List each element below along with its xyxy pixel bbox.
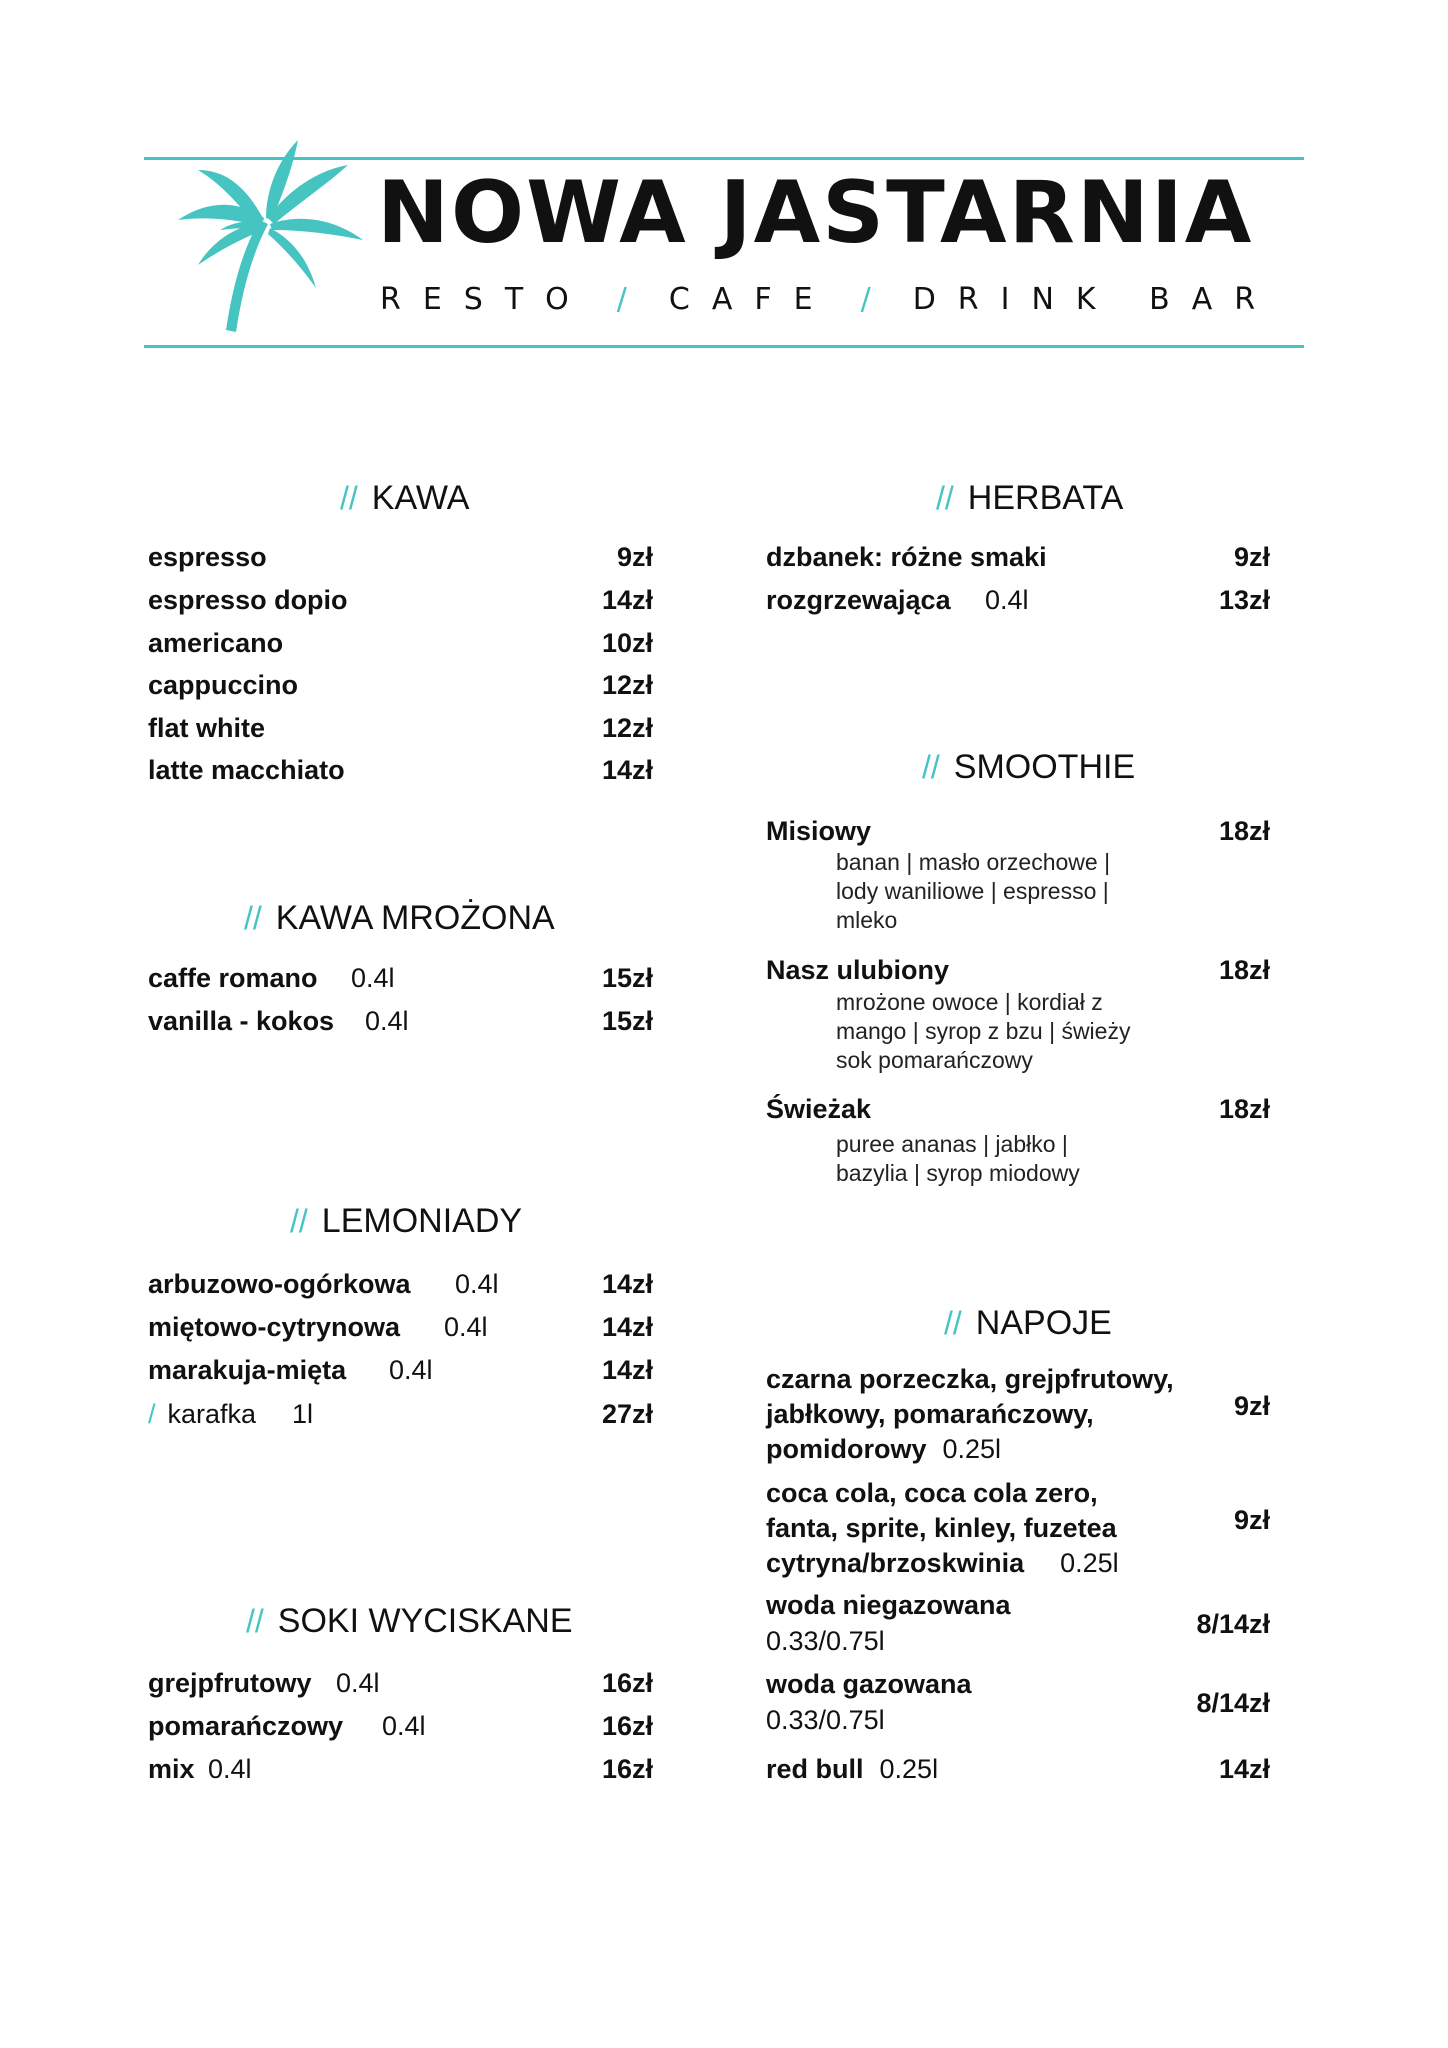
menu-item-volume: 1l [292,1399,314,1429]
menu-item-volume: 0.4l [389,1355,433,1385]
menu-item-name: americano [148,628,284,658]
section-mark: // [246,1603,264,1639]
menu-item-price: 18zł [1218,816,1270,846]
menu-item-name: cappuccino [148,670,299,700]
menu-item-name: rozgrzewająca [766,585,951,615]
drink-name-line: pomidorowy 0.25l [766,1434,1002,1464]
menu-item-name: miętowo-cytrynowa [148,1312,401,1342]
menu-item-description: banan | masło orzechowe | [836,849,1111,875]
tagline-separator: / [860,282,871,317]
tagline-separator: / [616,282,627,317]
menu-item-price: 12zł [601,670,653,700]
menu-item-name: flat white [148,713,266,743]
menu-item-volume: 0.4l [444,1312,488,1342]
menu-item-volume: 0.4l [382,1711,426,1741]
menu-item-price: 9zł [1233,542,1270,572]
drink-name-line: cytryna/brzoskwinia 0.25l [766,1548,1119,1578]
drink-name-line: woda gazowana [766,1669,972,1699]
drink-name-line: fanta, sprite, kinley, fuzetea [766,1513,1117,1543]
menu-item-volume: 0.33/0.75l [766,1705,885,1735]
brand-title: NOWA JASTARNIA [377,163,1254,263]
menu-item-volume: 0.25l [942,1434,1002,1464]
menu-item-price: 12zł [601,713,653,743]
menu-item-price: 9zł [1233,1505,1270,1535]
menu-item-description: puree ananas | jabłko | [836,1131,1068,1157]
menu-item-name: grejpfrutowy [148,1668,312,1698]
section-mark: // [244,900,262,936]
menu-item-name: vanilla - kokos [148,1006,335,1036]
menu-item-name: Nasz ulubiony [766,955,950,985]
menu-item-description: bazylia | syrop miodowy [836,1160,1080,1186]
menu-item-description: lody waniliowe | espresso | [836,878,1109,904]
tagline-cafe: CAFE [668,282,835,317]
section-mark: // [922,749,940,785]
section-title-kawa: // KAWA [340,479,470,517]
menu-item-price: 15zł [601,1006,653,1036]
menu-item-price: 9zł [616,542,653,572]
drink-name-line: red bull 0.25l [766,1754,939,1784]
section-title-herbata: // HERBATA [936,479,1124,517]
section-title-napoje: // NAPOJE [944,1304,1112,1342]
menu-item-description: sok pomarańczowy [836,1047,1033,1073]
menu-item-price: 18zł [1218,955,1270,985]
menu-item-price: 15zł [601,963,653,993]
menu-item-price: 8/14zł [1196,1688,1270,1718]
menu-item-volume: 0.4l [208,1754,252,1784]
section-mark: // [936,480,954,516]
menu-item-volume: 0.4l [336,1668,380,1698]
menu-item-price: 14zł [601,755,653,785]
brand-tagline [380,282,1280,317]
menu-item-price: 10zł [601,628,653,658]
menu-item-volume: 0.25l [1060,1548,1119,1578]
menu-item-name: espresso [148,542,267,572]
menu-item-price: 14zł [1218,1754,1270,1784]
menu-item-name: / karafka [148,1399,257,1429]
menu-item-price: 16zł [601,1754,653,1784]
palm-tree-icon [168,130,368,335]
menu-item-price: 13zł [1218,585,1270,615]
drink-name-line: woda niegazowana [766,1590,1011,1620]
section-title-lemoniady: // LEMONIADY [290,1202,523,1240]
drink-name-line: czarna porzeczka, grejpfrutowy, [766,1364,1174,1394]
menu-item-price: 16zł [601,1668,653,1698]
menu-item-name: Świeżak [766,1094,872,1124]
menu-item-volume: 0.33/0.75l [766,1626,885,1656]
menu-item-name: mix [148,1754,195,1784]
menu-item-volume: 0.4l [365,1006,409,1036]
karafka-mark: / [148,1399,156,1429]
section-title-smoothie: // SMOOTHIE [922,748,1136,786]
menu-item-name: arbuzowo-ogórkowa [148,1269,411,1299]
menu-item-volume: 0.4l [455,1269,499,1299]
section-mark: // [944,1305,962,1341]
header-bottom-rule [144,345,1304,348]
menu-item-price: 27zł [601,1399,653,1429]
section-mark: // [290,1203,308,1239]
menu-item-price: 14zł [601,585,653,615]
menu-item-description: mango | syrop z bzu | świeży [836,1018,1131,1044]
menu-item-name: caffe romano [148,963,318,993]
section-mark: // [340,480,358,516]
menu-item-name: latte macchiato [148,755,345,785]
menu-item-price: 14zł [601,1269,653,1299]
menu-item-price: 14zł [601,1355,653,1385]
menu-item-name: espresso dopio [148,585,348,615]
menu-item-price: 14zł [601,1312,653,1342]
menu-item-volume: 0.4l [351,963,395,993]
menu-item-name: pomarańczowy [148,1711,344,1741]
menu-item-price: 18zł [1218,1094,1270,1124]
section-title-kawa-mrozona: // KAWA MROŻONA [244,899,555,937]
menu-item-price: 16zł [601,1711,653,1741]
menu-item-price: 9zł [1233,1391,1270,1421]
menu-item-description: mrożone owoce | kordiał z [836,989,1103,1015]
menu-item-price: 8/14zł [1196,1609,1270,1639]
menu-item-volume: 0.25l [879,1754,939,1784]
menu-item-volume: 0.4l [985,585,1029,615]
section-title-soki: // SOKI WYCISKANE [246,1602,573,1640]
tagline-drink-bar: DRINK BAR [912,282,1278,317]
drink-name-line: coca cola, coca cola zero, [766,1478,1098,1508]
menu-item-name: Misiowy [766,816,872,846]
menu-item-name: marakuja-mięta [148,1355,347,1385]
menu-item-description: mleko [836,907,898,933]
tagline-resto: RESTO [380,282,591,317]
menu-item-name: dzbanek: różne smaki [766,542,1047,572]
drink-name-line: jabłkowy, pomarańczowy, [766,1399,1094,1429]
